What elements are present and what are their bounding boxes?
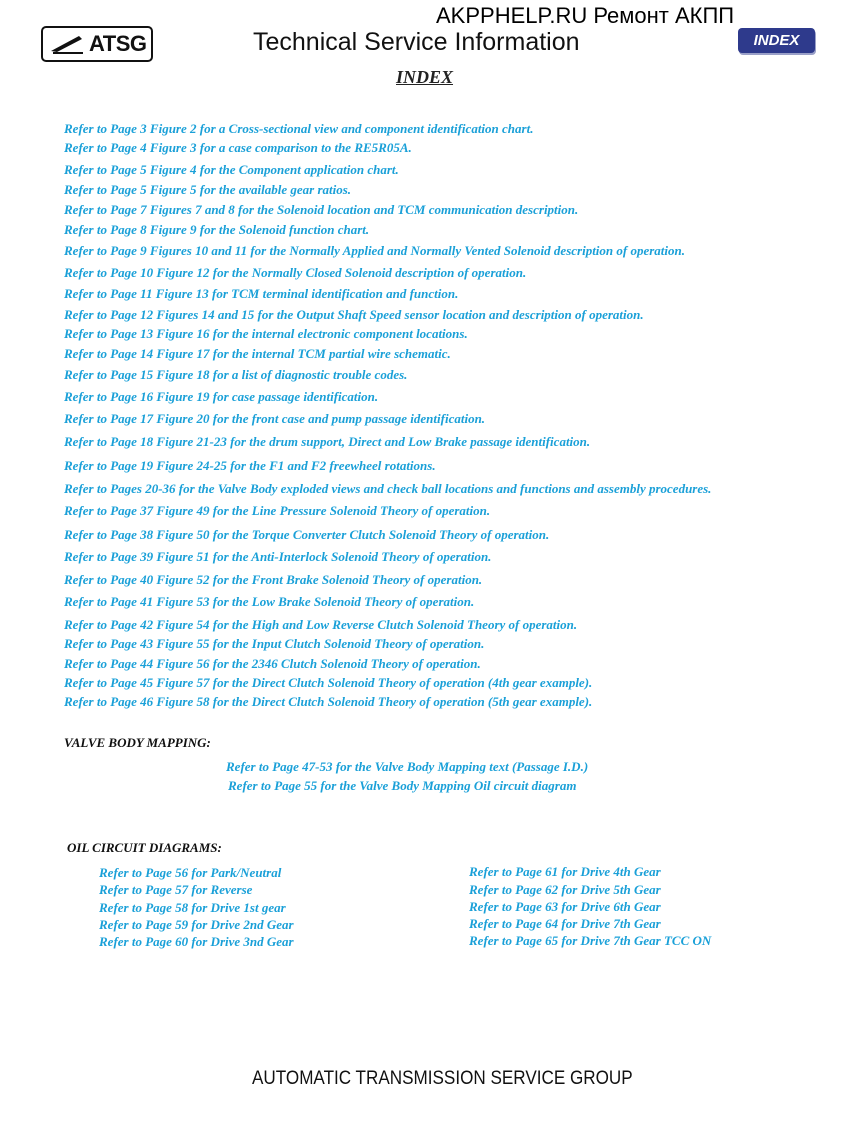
reference-item[interactable]: Refer to Page 4 Figure 3 for a case comparison to the RE5R05A.	[64, 140, 412, 155]
reference-item[interactable]: Refer to Page 39 Figure 51 for the Anti-Interlock Solenoid Theory of operation.	[64, 549, 492, 564]
reference-item[interactable]: Refer to Page 15 Figure 18 for a list of diagnostic trouble codes.	[64, 367, 408, 382]
reference-item[interactable]: Refer to Pages 20-36 for the Valve Body exploded views and check ball locations and functions and assembly procedures.	[64, 481, 712, 496]
reference-item[interactable]: Refer to Page 42 Figure 54 for the High and Low Reverse Clutch Solenoid Theory of operation.	[64, 617, 578, 632]
reference-item[interactable]: Refer to Page 44 Figure 56 for the 2346 Clutch Solenoid Theory of operation.	[64, 656, 481, 671]
oil-circuit-item[interactable]: Refer to Page 64 for Drive 7th Gear	[469, 916, 661, 931]
oil-circuit-item[interactable]: Refer to Page 63 for Drive 6th Gear	[469, 899, 661, 914]
reference-item[interactable]: Refer to Page 3 Figure 2 for a Cross-sectional view and component identification chart.	[64, 121, 534, 136]
oil-circuit-item[interactable]: Refer to Page 60 for Drive 3nd Gear	[99, 934, 294, 949]
oil-circuit-item[interactable]: Refer to Page 57 for Reverse	[99, 882, 253, 897]
index-title: INDEX	[396, 67, 454, 87]
footer-text: AUTOMATIC TRANSMISSION SERVICE GROUP	[252, 1068, 633, 1089]
oil-circuit-item[interactable]: Refer to Page 62 for Drive 5th Gear	[469, 882, 661, 897]
oil-circuit-diagrams-heading: OIL CIRCUIT DIAGRAMS:	[67, 840, 222, 855]
atsg-logo	[41, 26, 153, 62]
reference-item[interactable]: Refer to Page 46 Figure 58 for the Direct Clutch Solenoid Theory of operation (5th gear example).	[64, 694, 593, 709]
index-badge	[738, 28, 815, 53]
reference-item[interactable]: Refer to Page 45 Figure 57 for the Direct Clutch Solenoid Theory of operation (4th gear example).	[64, 675, 593, 690]
reference-item[interactable]: Refer to Page 5 Figure 5 for the available gear ratios.	[64, 182, 352, 197]
oil-circuit-item[interactable]: Refer to Page 61 for Drive 4th Gear	[469, 864, 661, 879]
reference-item[interactable]: Refer to Page 9 Figures 10 and 11 for the Normally Applied and Normally Vented Solenoid description of operation.	[64, 243, 686, 258]
reference-item[interactable]: Refer to Page 38 Figure 50 for the Torque Converter Clutch Solenoid Theory of operation.	[64, 527, 550, 542]
reference-item[interactable]: Refer to Page 11 Figure 13 for TCM terminal identification and function.	[64, 286, 459, 301]
reference-item[interactable]: Refer to Page 19 Figure 24-25 for the F1 and F2 freewheel rotations.	[64, 458, 436, 473]
reference-item[interactable]: Refer to Page 12 Figures 14 and 15 for the Output Shaft Speed sensor location and description of operation.	[64, 307, 644, 322]
reference-item[interactable]: Refer to Page 17 Figure 20 for the front case and pump passage identification.	[64, 411, 486, 426]
reference-item[interactable]: Refer to Page 13 Figure 16 for the internal electronic component locations.	[64, 326, 468, 341]
reference-item[interactable]: Refer to Page 16 Figure 19 for case passage identification.	[64, 389, 379, 404]
reference-item[interactable]: Refer to Page 8 Figure 9 for the Solenoid function chart.	[64, 222, 370, 237]
oil-circuit-item[interactable]: Refer to Page 56 for Park/Neutral	[99, 865, 282, 880]
reference-item[interactable]: Refer to Page 5 Figure 4 for the Component application chart.	[64, 162, 399, 177]
atsg-logo-icon	[49, 33, 85, 55]
page-header-title: Technical Service Information	[253, 28, 580, 56]
oil-circuit-item[interactable]: Refer to Page 59 for Drive 2nd Gear	[99, 917, 294, 932]
reference-item[interactable]: Refer to Page 10 Figure 12 for the Normally Closed Solenoid description of operation.	[64, 265, 527, 280]
reference-item[interactable]: Refer to Page 7 Figures 7 and 8 for the Solenoid location and TCM communication description.	[64, 202, 579, 217]
reference-item[interactable]: Refer to Page 43 Figure 55 for the Input Clutch Solenoid Theory of operation.	[64, 636, 485, 651]
logo-text: ATSG	[89, 31, 147, 56]
valve-body-mapping-item[interactable]: Refer to Page 47-53 for the Valve Body Mapping text (Passage I.D.)	[226, 759, 589, 774]
watermark-text: AKPPHELP.RU Ремонт АКПП	[436, 3, 735, 28]
oil-circuit-item[interactable]: Refer to Page 65 for Drive 7th Gear TCC ON	[469, 933, 712, 948]
valve-body-mapping-heading: VALVE BODY MAPPING:	[64, 735, 211, 750]
reference-item[interactable]: Refer to Page 40 Figure 52 for the Front Brake Solenoid Theory of operation.	[64, 572, 483, 587]
oil-circuit-item[interactable]: Refer to Page 58 for Drive 1st gear	[99, 900, 286, 915]
reference-item[interactable]: Refer to Page 18 Figure 21-23 for the drum support, Direct and Low Brake passage identification.	[64, 434, 591, 449]
index-badge-label: INDEX	[753, 32, 800, 49]
reference-item[interactable]: Refer to Page 41 Figure 53 for the Low Brake Solenoid Theory of operation.	[64, 594, 475, 609]
reference-item[interactable]: Refer to Page 37 Figure 49 for the Line Pressure Solenoid Theory of operation.	[64, 503, 491, 518]
reference-item[interactable]: Refer to Page 14 Figure 17 for the internal TCM partial wire schematic.	[64, 346, 451, 361]
valve-body-mapping-item[interactable]: Refer to Page 55 for the Valve Body Mapping Oil circuit diagram	[228, 778, 577, 793]
